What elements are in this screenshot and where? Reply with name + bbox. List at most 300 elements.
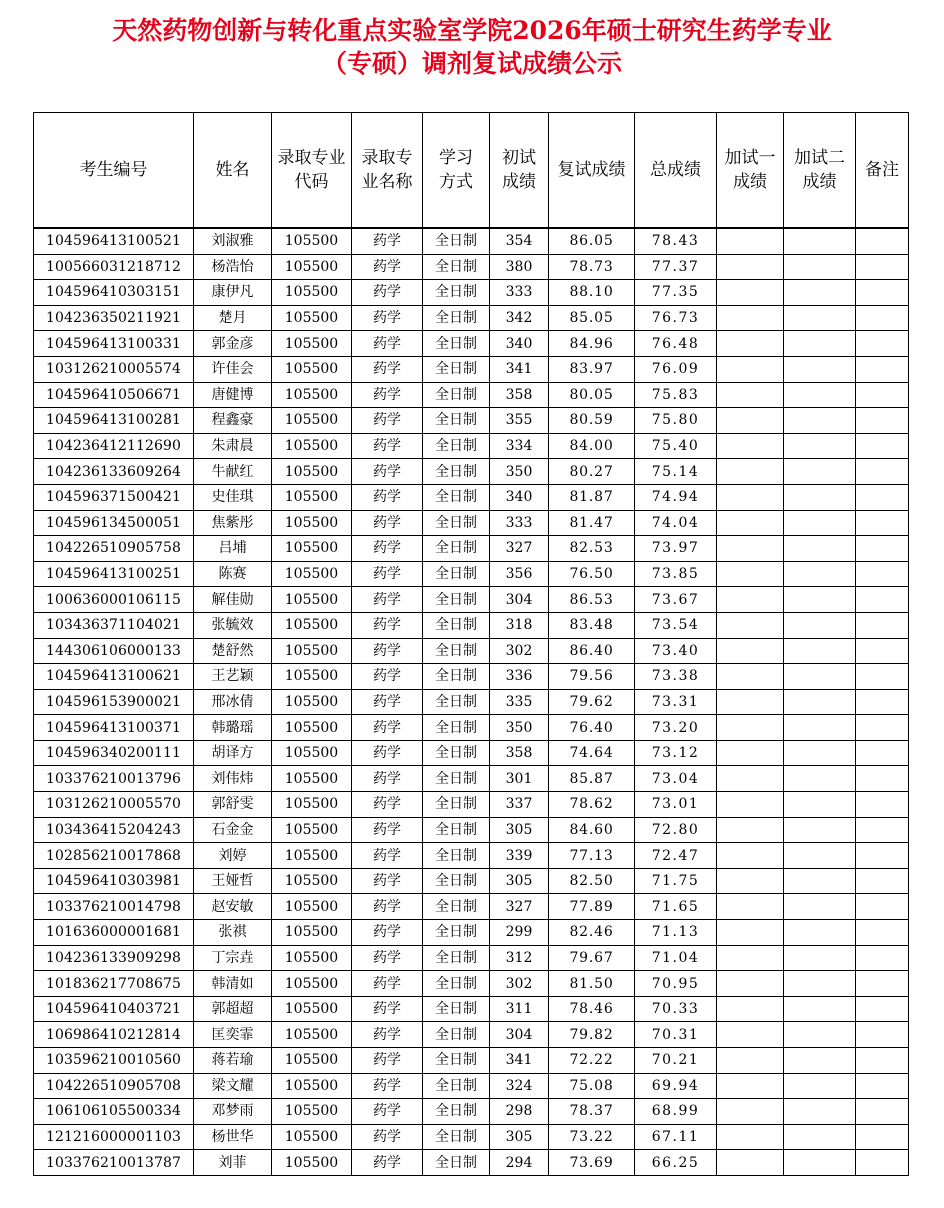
cell-major-name: 药学 bbox=[352, 868, 423, 894]
cell-remark bbox=[856, 868, 909, 894]
cell-exam-no: 103126210005570 bbox=[34, 792, 194, 818]
cell-name: 许佳会 bbox=[194, 356, 272, 382]
cell-extra1 bbox=[717, 1073, 784, 1099]
cell-extra2 bbox=[784, 356, 856, 382]
cell-extra2 bbox=[784, 510, 856, 536]
cell-exam-no: 104596340200111 bbox=[34, 740, 194, 766]
cell-extra2 bbox=[784, 254, 856, 280]
cell-major-code: 105500 bbox=[272, 280, 352, 306]
cell-study-mode: 全日制 bbox=[423, 280, 490, 306]
cell-extra1 bbox=[717, 382, 784, 408]
cell-extra2 bbox=[784, 1150, 856, 1176]
cell-remark bbox=[856, 920, 909, 946]
cell-prelim: 334 bbox=[490, 433, 549, 459]
cell-prelim: 299 bbox=[490, 920, 549, 946]
table-row bbox=[34, 1124, 909, 1150]
cell-major-name: 药学 bbox=[352, 280, 423, 306]
cell-major-code: 105500 bbox=[272, 587, 352, 613]
cell-major-name: 药学 bbox=[352, 664, 423, 690]
cell-major-code: 105500 bbox=[272, 766, 352, 792]
cell-exam-no: 104236412112690 bbox=[34, 433, 194, 459]
cell-major-name: 药学 bbox=[352, 689, 423, 715]
cell-remark bbox=[856, 689, 909, 715]
cell-major-code: 105500 bbox=[272, 664, 352, 690]
cell-prelim: 342 bbox=[490, 305, 549, 331]
col-exam-no: 考生编号 bbox=[34, 113, 194, 229]
cell-retest: 79.62 bbox=[549, 689, 635, 715]
cell-major-code: 105500 bbox=[272, 689, 352, 715]
cell-exam-no: 104596413100331 bbox=[34, 331, 194, 357]
cell-extra2 bbox=[784, 868, 856, 894]
cell-exam-no: 104596134500051 bbox=[34, 510, 194, 536]
cell-study-mode: 全日制 bbox=[423, 766, 490, 792]
cell-remark bbox=[856, 228, 909, 254]
cell-extra1 bbox=[717, 689, 784, 715]
col-total: 总成绩 bbox=[635, 113, 717, 229]
cell-exam-no: 104596371500421 bbox=[34, 484, 194, 510]
cell-extra1 bbox=[717, 331, 784, 357]
cell-name: 刘菲 bbox=[194, 1150, 272, 1176]
cell-prelim: 302 bbox=[490, 971, 549, 997]
cell-exam-no: 103436415204243 bbox=[34, 817, 194, 843]
table-row bbox=[34, 715, 909, 741]
cell-name: 郭超超 bbox=[194, 996, 272, 1022]
cell-extra2 bbox=[784, 792, 856, 818]
col-extra2: 加试二成绩 bbox=[784, 113, 856, 229]
cell-major-code: 105500 bbox=[272, 561, 352, 587]
table-row bbox=[34, 868, 909, 894]
cell-prelim: 304 bbox=[490, 587, 549, 613]
cell-remark bbox=[856, 587, 909, 613]
table-row bbox=[34, 843, 909, 869]
cell-retest: 83.97 bbox=[549, 356, 635, 382]
cell-name: 赵安敏 bbox=[194, 894, 272, 920]
cell-retest: 80.27 bbox=[549, 459, 635, 485]
cell-major-code: 105500 bbox=[272, 331, 352, 357]
cell-prelim: 327 bbox=[490, 894, 549, 920]
cell-exam-no: 100566031218712 bbox=[34, 254, 194, 280]
table-row bbox=[34, 971, 909, 997]
cell-extra1 bbox=[717, 792, 784, 818]
cell-prelim: 305 bbox=[490, 817, 549, 843]
cell-extra1 bbox=[717, 766, 784, 792]
cell-major-name: 药学 bbox=[352, 228, 423, 254]
cell-total: 70.21 bbox=[635, 1048, 717, 1074]
cell-extra2 bbox=[784, 484, 856, 510]
cell-major-name: 药学 bbox=[352, 792, 423, 818]
cell-exam-no: 104596153900021 bbox=[34, 689, 194, 715]
cell-total: 73.54 bbox=[635, 612, 717, 638]
cell-major-code: 105500 bbox=[272, 715, 352, 741]
table-row bbox=[34, 382, 909, 408]
cell-major-code: 105500 bbox=[272, 228, 352, 254]
cell-exam-no: 104596410303981 bbox=[34, 868, 194, 894]
cell-total: 67.11 bbox=[635, 1124, 717, 1150]
table-row bbox=[34, 254, 909, 280]
cell-retest: 80.05 bbox=[549, 382, 635, 408]
cell-retest: 72.22 bbox=[549, 1048, 635, 1074]
cell-major-name: 药学 bbox=[352, 331, 423, 357]
cell-total: 76.48 bbox=[635, 331, 717, 357]
cell-study-mode: 全日制 bbox=[423, 408, 490, 434]
cell-name: 张毓效 bbox=[194, 612, 272, 638]
cell-extra2 bbox=[784, 1022, 856, 1048]
cell-study-mode: 全日制 bbox=[423, 536, 490, 562]
cell-prelim: 355 bbox=[490, 408, 549, 434]
cell-extra2 bbox=[784, 1073, 856, 1099]
cell-prelim: 298 bbox=[490, 1099, 549, 1125]
cell-name: 梁文耀 bbox=[194, 1073, 272, 1099]
cell-retest: 86.05 bbox=[549, 228, 635, 254]
cell-major-name: 药学 bbox=[352, 766, 423, 792]
cell-extra2 bbox=[784, 433, 856, 459]
cell-prelim: 340 bbox=[490, 331, 549, 357]
cell-major-code: 105500 bbox=[272, 356, 352, 382]
cell-extra1 bbox=[717, 612, 784, 638]
cell-extra1 bbox=[717, 459, 784, 485]
cell-major-code: 105500 bbox=[272, 894, 352, 920]
cell-major-code: 105500 bbox=[272, 459, 352, 485]
cell-retest: 82.50 bbox=[549, 868, 635, 894]
cell-extra2 bbox=[784, 459, 856, 485]
col-major-name: 录取专业名称 bbox=[352, 113, 423, 229]
cell-major-name: 药学 bbox=[352, 740, 423, 766]
cell-extra1 bbox=[717, 305, 784, 331]
cell-major-name: 药学 bbox=[352, 305, 423, 331]
cell-remark bbox=[856, 459, 909, 485]
table-row bbox=[34, 280, 909, 306]
cell-study-mode: 全日制 bbox=[423, 1048, 490, 1074]
title-line-1: 天然药物创新与转化重点实验室学院2026年硕士研究生药学专业 bbox=[112, 16, 832, 45]
table-row bbox=[34, 1099, 909, 1125]
cell-study-mode: 全日制 bbox=[423, 996, 490, 1022]
cell-major-name: 药学 bbox=[352, 1048, 423, 1074]
cell-extra2 bbox=[784, 408, 856, 434]
cell-prelim: 301 bbox=[490, 766, 549, 792]
cell-name: 刘伟炜 bbox=[194, 766, 272, 792]
cell-total: 77.35 bbox=[635, 280, 717, 306]
cell-remark bbox=[856, 305, 909, 331]
cell-major-name: 药学 bbox=[352, 536, 423, 562]
cell-extra1 bbox=[717, 664, 784, 690]
cell-extra1 bbox=[717, 996, 784, 1022]
cell-retest: 82.53 bbox=[549, 536, 635, 562]
cell-total: 73.40 bbox=[635, 638, 717, 664]
cell-prelim: 333 bbox=[490, 280, 549, 306]
cell-study-mode: 全日制 bbox=[423, 868, 490, 894]
cell-study-mode: 全日制 bbox=[423, 740, 490, 766]
cell-major-name: 药学 bbox=[352, 971, 423, 997]
cell-retest: 85.05 bbox=[549, 305, 635, 331]
cell-extra2 bbox=[784, 715, 856, 741]
cell-remark bbox=[856, 254, 909, 280]
cell-prelim: 318 bbox=[490, 612, 549, 638]
table-row bbox=[34, 331, 909, 357]
table-row bbox=[34, 1022, 909, 1048]
table-row bbox=[34, 510, 909, 536]
cell-name: 程鑫豪 bbox=[194, 408, 272, 434]
cell-extra1 bbox=[717, 638, 784, 664]
cell-extra2 bbox=[784, 561, 856, 587]
cell-extra2 bbox=[784, 331, 856, 357]
cell-study-mode: 全日制 bbox=[423, 1124, 490, 1150]
cell-study-mode: 全日制 bbox=[423, 664, 490, 690]
cell-major-code: 105500 bbox=[272, 843, 352, 869]
cell-prelim: 324 bbox=[490, 1073, 549, 1099]
cell-remark bbox=[856, 612, 909, 638]
cell-prelim: 294 bbox=[490, 1150, 549, 1176]
cell-name: 邓梦雨 bbox=[194, 1099, 272, 1125]
cell-name: 丁宗垚 bbox=[194, 945, 272, 971]
cell-extra1 bbox=[717, 587, 784, 613]
table-row bbox=[34, 740, 909, 766]
cell-study-mode: 全日制 bbox=[423, 561, 490, 587]
cell-extra1 bbox=[717, 536, 784, 562]
cell-retest: 76.40 bbox=[549, 715, 635, 741]
cell-major-name: 药学 bbox=[352, 587, 423, 613]
cell-remark bbox=[856, 1150, 909, 1176]
cell-name: 康伊凡 bbox=[194, 280, 272, 306]
cell-remark bbox=[856, 996, 909, 1022]
cell-name: 陈赛 bbox=[194, 561, 272, 587]
table-row bbox=[34, 817, 909, 843]
cell-exam-no: 104596413100281 bbox=[34, 408, 194, 434]
cell-prelim: 339 bbox=[490, 843, 549, 869]
cell-study-mode: 全日制 bbox=[423, 382, 490, 408]
cell-major-name: 药学 bbox=[352, 561, 423, 587]
cell-total: 73.85 bbox=[635, 561, 717, 587]
cell-prelim: 354 bbox=[490, 228, 549, 254]
cell-total: 73.01 bbox=[635, 792, 717, 818]
cell-remark bbox=[856, 1124, 909, 1150]
table-row bbox=[34, 561, 909, 587]
cell-prelim: 340 bbox=[490, 484, 549, 510]
cell-total: 70.31 bbox=[635, 1022, 717, 1048]
cell-name: 杨浩怡 bbox=[194, 254, 272, 280]
cell-retest: 74.64 bbox=[549, 740, 635, 766]
cell-total: 78.43 bbox=[635, 228, 717, 254]
cell-exam-no: 104226510905708 bbox=[34, 1073, 194, 1099]
cell-extra1 bbox=[717, 817, 784, 843]
cell-study-mode: 全日制 bbox=[423, 228, 490, 254]
cell-name: 邢冰倩 bbox=[194, 689, 272, 715]
cell-extra1 bbox=[717, 715, 784, 741]
col-name: 姓名 bbox=[194, 113, 272, 229]
cell-extra1 bbox=[717, 433, 784, 459]
cell-total: 71.65 bbox=[635, 894, 717, 920]
cell-exam-no: 106986410212814 bbox=[34, 1022, 194, 1048]
cell-total: 75.40 bbox=[635, 433, 717, 459]
cell-major-code: 105500 bbox=[272, 536, 352, 562]
cell-total: 73.20 bbox=[635, 715, 717, 741]
cell-extra2 bbox=[784, 817, 856, 843]
cell-extra2 bbox=[784, 587, 856, 613]
title-line-2: （专硕）调剂复试成绩公示 bbox=[321, 49, 622, 78]
cell-extra1 bbox=[717, 971, 784, 997]
cell-total: 73.67 bbox=[635, 587, 717, 613]
cell-remark bbox=[856, 894, 909, 920]
cell-total: 76.09 bbox=[635, 356, 717, 382]
cell-extra2 bbox=[784, 280, 856, 306]
cell-total: 75.83 bbox=[635, 382, 717, 408]
cell-prelim: 380 bbox=[490, 254, 549, 280]
cell-total: 73.97 bbox=[635, 536, 717, 562]
cell-retest: 73.22 bbox=[549, 1124, 635, 1150]
cell-retest: 78.46 bbox=[549, 996, 635, 1022]
cell-prelim: 305 bbox=[490, 868, 549, 894]
cell-remark bbox=[856, 971, 909, 997]
cell-total: 66.25 bbox=[635, 1150, 717, 1176]
cell-retest: 86.53 bbox=[549, 587, 635, 613]
cell-major-name: 药学 bbox=[352, 638, 423, 664]
cell-exam-no: 101636000001681 bbox=[34, 920, 194, 946]
cell-retest: 79.67 bbox=[549, 945, 635, 971]
col-major-code: 录取专业代码 bbox=[272, 113, 352, 229]
cell-major-name: 药学 bbox=[352, 1150, 423, 1176]
cell-major-code: 105500 bbox=[272, 305, 352, 331]
cell-total: 73.12 bbox=[635, 740, 717, 766]
cell-remark bbox=[856, 484, 909, 510]
cell-extra1 bbox=[717, 1150, 784, 1176]
cell-major-code: 105500 bbox=[272, 382, 352, 408]
cell-extra2 bbox=[784, 894, 856, 920]
cell-retest: 84.00 bbox=[549, 433, 635, 459]
cell-major-code: 105500 bbox=[272, 1099, 352, 1125]
cell-total: 70.33 bbox=[635, 996, 717, 1022]
cell-study-mode: 全日制 bbox=[423, 920, 490, 946]
cell-total: 71.75 bbox=[635, 868, 717, 894]
cell-prelim: 335 bbox=[490, 689, 549, 715]
cell-major-code: 105500 bbox=[272, 817, 352, 843]
cell-prelim: 311 bbox=[490, 996, 549, 1022]
cell-remark bbox=[856, 536, 909, 562]
table-row bbox=[34, 689, 909, 715]
cell-retest: 88.10 bbox=[549, 280, 635, 306]
cell-extra1 bbox=[717, 254, 784, 280]
header-row bbox=[34, 113, 909, 229]
cell-study-mode: 全日制 bbox=[423, 894, 490, 920]
cell-study-mode: 全日制 bbox=[423, 817, 490, 843]
cell-total: 72.47 bbox=[635, 843, 717, 869]
cell-extra1 bbox=[717, 356, 784, 382]
cell-major-name: 药学 bbox=[352, 715, 423, 741]
cell-extra2 bbox=[784, 971, 856, 997]
cell-total: 77.37 bbox=[635, 254, 717, 280]
cell-remark bbox=[856, 843, 909, 869]
cell-exam-no: 104226510905758 bbox=[34, 536, 194, 562]
cell-exam-no: 104596410506671 bbox=[34, 382, 194, 408]
col-remark: 备注 bbox=[856, 113, 909, 229]
table-row bbox=[34, 920, 909, 946]
cell-exam-no: 103376210013787 bbox=[34, 1150, 194, 1176]
cell-name: 朱肃晨 bbox=[194, 433, 272, 459]
cell-prelim: 341 bbox=[490, 1048, 549, 1074]
cell-extra2 bbox=[784, 228, 856, 254]
cell-major-code: 105500 bbox=[272, 1073, 352, 1099]
cell-extra2 bbox=[784, 536, 856, 562]
cell-major-name: 药学 bbox=[352, 996, 423, 1022]
cell-total: 72.80 bbox=[635, 817, 717, 843]
cell-study-mode: 全日制 bbox=[423, 971, 490, 997]
cell-exam-no: 104596410303151 bbox=[34, 280, 194, 306]
cell-extra1 bbox=[717, 740, 784, 766]
table-row bbox=[34, 305, 909, 331]
cell-study-mode: 全日制 bbox=[423, 945, 490, 971]
cell-retest: 82.46 bbox=[549, 920, 635, 946]
cell-remark bbox=[856, 382, 909, 408]
cell-study-mode: 全日制 bbox=[423, 843, 490, 869]
cell-retest: 81.87 bbox=[549, 484, 635, 510]
cell-study-mode: 全日制 bbox=[423, 331, 490, 357]
table-row bbox=[34, 1048, 909, 1074]
cell-extra1 bbox=[717, 945, 784, 971]
cell-total: 73.04 bbox=[635, 766, 717, 792]
cell-retest: 86.40 bbox=[549, 638, 635, 664]
cell-extra1 bbox=[717, 868, 784, 894]
cell-retest: 81.47 bbox=[549, 510, 635, 536]
cell-major-name: 药学 bbox=[352, 1124, 423, 1150]
cell-total: 76.73 bbox=[635, 305, 717, 331]
cell-exam-no: 104596410403721 bbox=[34, 996, 194, 1022]
cell-name: 张祺 bbox=[194, 920, 272, 946]
cell-name: 刘淑雅 bbox=[194, 228, 272, 254]
cell-prelim: 336 bbox=[490, 664, 549, 690]
cell-major-code: 105500 bbox=[272, 868, 352, 894]
cell-study-mode: 全日制 bbox=[423, 1073, 490, 1099]
cell-major-code: 105500 bbox=[272, 1022, 352, 1048]
cell-exam-no: 103126210005574 bbox=[34, 356, 194, 382]
cell-major-name: 药学 bbox=[352, 459, 423, 485]
cell-study-mode: 全日制 bbox=[423, 689, 490, 715]
cell-extra2 bbox=[784, 996, 856, 1022]
table-row bbox=[34, 228, 909, 254]
cell-name: 杨世华 bbox=[194, 1124, 272, 1150]
cell-major-code: 105500 bbox=[272, 1048, 352, 1074]
cell-name: 王艺颖 bbox=[194, 664, 272, 690]
col-prelim: 初试成绩 bbox=[490, 113, 549, 229]
cell-extra1 bbox=[717, 561, 784, 587]
cell-exam-no: 103376210014798 bbox=[34, 894, 194, 920]
table-row bbox=[34, 459, 909, 485]
cell-name: 郭金彦 bbox=[194, 331, 272, 357]
table-row bbox=[34, 1150, 909, 1176]
cell-major-code: 105500 bbox=[272, 740, 352, 766]
cell-extra2 bbox=[784, 1099, 856, 1125]
cell-major-name: 药学 bbox=[352, 382, 423, 408]
cell-extra2 bbox=[784, 1048, 856, 1074]
cell-study-mode: 全日制 bbox=[423, 1150, 490, 1176]
cell-total: 75.80 bbox=[635, 408, 717, 434]
table-row bbox=[34, 612, 909, 638]
table-row bbox=[34, 766, 909, 792]
cell-name: 胡译方 bbox=[194, 740, 272, 766]
cell-total: 70.95 bbox=[635, 971, 717, 997]
cell-name: 史佳琪 bbox=[194, 484, 272, 510]
cell-extra1 bbox=[717, 1099, 784, 1125]
cell-extra1 bbox=[717, 894, 784, 920]
cell-major-code: 105500 bbox=[272, 971, 352, 997]
cell-exam-no: 103376210013796 bbox=[34, 766, 194, 792]
cell-name: 刘婷 bbox=[194, 843, 272, 869]
table-row bbox=[34, 433, 909, 459]
cell-exam-no: 104596413100621 bbox=[34, 664, 194, 690]
table-row bbox=[34, 536, 909, 562]
cell-exam-no: 100636000106115 bbox=[34, 587, 194, 613]
cell-major-code: 105500 bbox=[272, 638, 352, 664]
col-retest: 复试成绩 bbox=[549, 113, 635, 229]
cell-major-code: 105500 bbox=[272, 996, 352, 1022]
cell-total: 73.31 bbox=[635, 689, 717, 715]
